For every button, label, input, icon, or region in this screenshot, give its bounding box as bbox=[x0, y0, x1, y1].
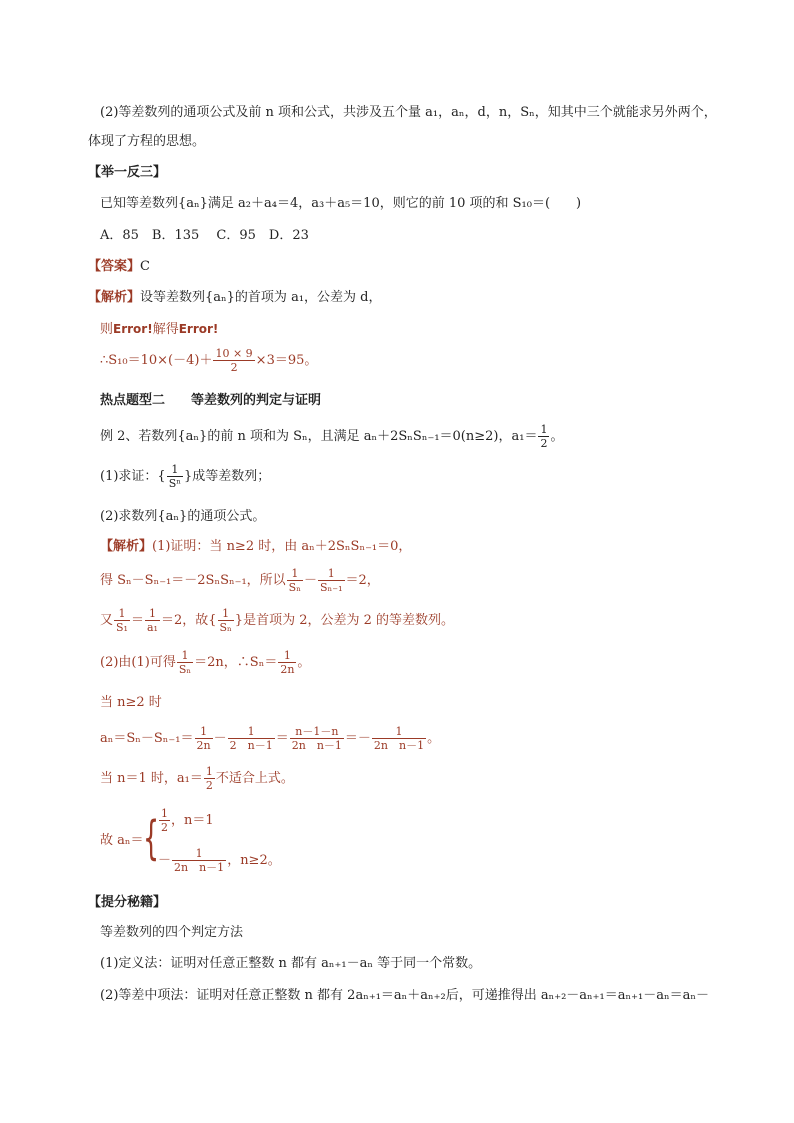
solution-line-2: 得 Sₙ－Sₙ₋₁＝－2SₙSₙ₋₁，所以 $\frac{1}{\text{Sₙ}}$ － $\frac{1}{\text{Sₙ₋₁}}$ ＝2， bbox=[100, 567, 380, 594]
practice-options: A．85 B．135 C．95 D．23 bbox=[100, 228, 309, 243]
analysis-line bbox=[88, 289, 381, 307]
piecewise-case-2: － $\frac{1}{\text{2n n－1}}$ ，n≥2。 bbox=[158, 847, 281, 874]
q1-fraction: $\frac{1}{\text{Sⁿ}}$ bbox=[168, 463, 181, 490]
method-2: (2)等差中项法：证明对任意正整数 n 都有 2aₙ₊₁＝aₙ＋aₙ₊₂后，可递推得出 aₙ₊₂－aₙ₊₁＝aₙ₊₁－aₙ＝aₙ－ bbox=[100, 988, 709, 1003]
question-1: (1)求证：{ $\frac{1}{\text{Sⁿ}}$ }成等差数列； bbox=[100, 463, 271, 490]
calc-prefix: ∴S₁₀＝10×(－4)＋ bbox=[100, 353, 213, 368]
method-1: (1)定义法：证明对任意正整数 n 都有 aₙ₊₁－aₙ 等于同一个常数。 bbox=[100, 956, 482, 971]
solution-line-6: aₙ＝Sₙ－Sₙ₋₁＝ $\frac{1}{2n}$ － $\frac{1}{2 n-1}$ ＝ $\frac{n-1-n}{\text{2n n－1}}$ ＝－ $\frac{1}{\text{2n n－1}}$ 。 bbox=[100, 725, 441, 752]
calc-suffix: ×3＝95。 bbox=[255, 353, 318, 368]
example-fraction: $\frac{1}{2}$ bbox=[540, 423, 548, 450]
analysis-text: 设等差数列{aₙ}的首项为 a₁，公差为 d， bbox=[140, 290, 382, 305]
tips-title: 等差数列的四个判定方法 bbox=[100, 925, 244, 940]
calc-line bbox=[100, 346, 317, 376]
solution-line-1: 【解析】(1)证明：当 n≥2 时，由 aₙ＋2SₙSₙ₋₁＝0， bbox=[100, 539, 412, 554]
piecewise-brace: { bbox=[143, 811, 160, 865]
calc-fraction: $\frac{10 \times 9}{2}$ bbox=[215, 347, 253, 374]
error-placeholder-1: Error! bbox=[113, 322, 153, 336]
question-2: (2)求数列{aₙ}的通项公式。 bbox=[100, 509, 266, 524]
intro-line-1: (2)等差数列的通项公式及前 n 项和公式，共涉及五个量 a₁，aₙ，d，n，Sₙ，知其中三个就能求另外两个， bbox=[100, 105, 717, 120]
tips-heading: 【提分秘籍】 bbox=[88, 895, 167, 910]
answer-label: 【答案】 bbox=[88, 259, 141, 274]
intro-line-2: 体现了方程的思想。 bbox=[88, 134, 206, 149]
practice-heading: 【举一反三】 bbox=[88, 165, 167, 180]
piecewise-prefix: 故 aₙ＝ bbox=[100, 833, 144, 848]
solution-label: 【解析】 bbox=[100, 539, 153, 554]
solution-line-4: (2)由(1)可得 $\frac{1}{\text{Sₙ}}$ ＝2n，∴Sₙ＝ $\frac{1}{2n}$ 。 bbox=[100, 649, 311, 676]
topic2-heading: 热点题型二 等差数列的判定与证明 bbox=[100, 393, 322, 408]
solution-line-3: 又 $\frac{1}{\text{S₁}}$ ＝ $\frac{1}{\text{a₁}}$ ＝2，故{ $\frac{1}{\text{Sₙ}}$ }是首项为 2，公差为 2 的等差数列。 bbox=[100, 607, 455, 634]
practice-question: 已知等差数列{aₙ}满足 a₂＋a₄＝4，a₃＋a₅＝10，则它的前 10 项的和 S₁₀＝( ) bbox=[100, 196, 582, 211]
solution-line-7: 当 n＝1 时，a₁＝ $\frac{1}{2}$ 不适合上式。 bbox=[100, 765, 294, 792]
solve-text: 解得 bbox=[152, 322, 179, 337]
then-text: 则 bbox=[100, 322, 114, 337]
error-placeholder-2: Error! bbox=[178, 322, 219, 336]
error-line bbox=[100, 320, 218, 339]
piecewise-case-1: $\frac{1}{2}$ ，n＝1 bbox=[161, 807, 214, 834]
answer-value: C bbox=[140, 259, 150, 274]
answer-line bbox=[88, 258, 150, 276]
analysis-label: 【解析】 bbox=[88, 290, 141, 305]
example-line: 例 2、若数列{aₙ}的前 n 项和为 Sₙ，且满足 aₙ＋2SₙSₙ₋₁＝0(n≥2)，a₁＝ $\frac{1}{2}$ 。 bbox=[100, 423, 564, 450]
solution-line-5: 当 n≥2 时 bbox=[100, 695, 162, 710]
